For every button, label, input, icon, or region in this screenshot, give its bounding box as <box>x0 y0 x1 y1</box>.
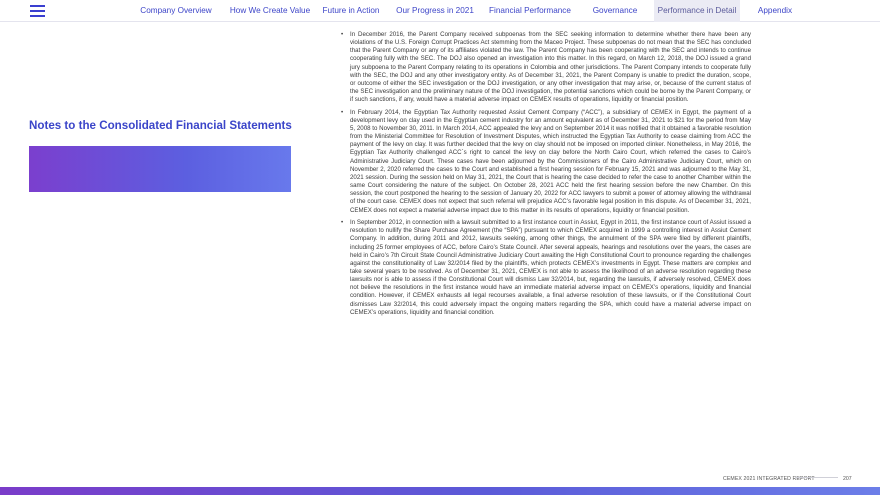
footer-divider <box>795 477 838 478</box>
hamburger-menu-icon[interactable] <box>30 5 45 17</box>
bullet-icon: • <box>341 219 344 227</box>
section-title: Notes to the Consolidated Financial Statements <box>29 119 292 132</box>
bullet-icon: • <box>341 108 344 116</box>
nav-our-progress-2021[interactable]: Our Progress in 2021 <box>396 6 474 15</box>
nav-performance-in-detail[interactable]: Performance in Detail <box>654 0 740 22</box>
nav-governance[interactable]: Governance <box>592 6 638 15</box>
page-number: 207 <box>843 476 852 482</box>
top-navigation-bar <box>0 0 880 22</box>
notes-body <box>340 31 751 321</box>
section-nav <box>128 0 810 22</box>
paragraph-text: In December 2016, the Parent Company received subpoenas from the SEC seeking information to determine whether there have been any violations of the U.S. Foreign Corrupt Practices Act stemming from the Maceo Project. These subpoenas do not mean that the SEC has concluded that the Parent Company or any of its affiliates violated the law. The Parent Company has been cooperating with the SEC and intends to continue cooperating fully with the SEC. The DOJ also opened an investigation into this matter. In this regard, on March 12, 2018, the DOJ issued a grand jury subpoena to the Parent Company relating to its operations in Colombia and other jurisdictions. The Parent Company intends to cooperate fully with the SEC, the DOJ and any other investigatory entity. As of December 31, 2021, the Parent Company is unable to predict the duration, scope, or outcome of either the SEC investigation or the DOJ investigation, or any other investigation that may arise, or, because of the current status of the SEC investigation and the preliminary nature of the DOJ investigation, the potential sanctions which could be borne by the Parent Company, or if such sanctions, if any, would have a material adverse impact on CEMEX results of operations, liquidity or financial position. <box>350 31 751 104</box>
bullet-icon: • <box>341 31 344 38</box>
note-paragraph <box>340 109 751 215</box>
section-banner <box>29 146 291 192</box>
bottom-gradient-band <box>0 487 880 495</box>
paragraph-text: In February 2014, the Egyptian Tax Authority requested Assiut Cement Company (“ACC”), a subsidiary of CEMEX in Egypt, the payment of a development levy on clay used in the Egyptian cement industry for an amount equivalent as of December 31, 2021 to $21 for the period from May 5, 2008 to November 30, 2011. In March 2014, ACC appealed the levy and on September 2014 it was notified that it obtained a favorable resolution from the Ministerial Committee for Resolution of Investment Disputes, which instructed the Egyptian Tax Authority to cease claiming from ACC the payment of the levy on clay. It was further decided that the levy on clay should not be imposed on imported clinker. Nonetheless, in May 2016, the Egyptian Tax Authority challenged ACC´s right to cancel the levy on clay before the North Cairo Court, which referred the cases to Cairo’s Administrative Judiciary Court. These cases have been adjourned by the Commissioners of the Cairo Administrative Judiciary Court, which on November 2, 2020 referred the cases to the Court and established a first hearing session for February 15, 2021 and was adjourned to the May 31, 2021 session. During the session held on May 31, 2021, the Court that is hearing the case decided to refer the case to another Chamber within the same Court considering the nature of the subject. On October 28, 2021 ACC held the first hearing session before the new Chamber. On this session, the court postponed the hearing to the session of January 20, 2022 for ACC lawyers to submit a power of attorney allowing the withdrawal of the court case. CEMEX does not expect that such referral will prejudice ACC’s favorable legal position in this dispute. As of December 31, 2021, CEMEX does not expect a material adverse impact due to this matter in its results of operations, liquidity or financial position. <box>350 108 751 214</box>
note-paragraph <box>340 31 751 104</box>
note-paragraph <box>340 219 751 317</box>
paragraph-text: In September 2012, in connection with a lawsuit submitted to a first instance court in Assiut, Egypt in 2011, the first instance court of Assiut issued a resolution to nullify the Share Purchase Agreement (the “SPA”) pursuant to which CEMEX acquired in 1999 a controlling interest in Assiut Cement Company. In addition, during 2011 and 2012, lawsuits seeking, among other things, the annulment of the SPA were filed by different plaintiffs, including 25 former employees of ACC, before Cairo’s State Council. After several appeals, hearings and resolutions over the years, the cases are held in Cairo’s 7th Circuit State Council Administrative Judiciary Court awaiting the High Constitutional Court to pronounce regarding the challenges against the constitutionality of Law 32/2014 filed by the plaintiffs, which protects CEMEX’s investments in Egypt. These matters are complex and take several years to be resolved. As of December 31, 2021, CEMEX is not able to assess the likelihood of an adverse resolution regarding these lawsuits nor is able to assess if the Constitutional Court will dismiss Law 32/2014, but, regarding the lawsuits, if adversely resolved, CEMEX does not believe the resolutions in the first instance would have an immediate material adverse impact on CEMEX’s operations, liquidity and financial condition. However, if CEMEX exhausts all legal recourses available, a final adverse resolution of these lawsuits, or if the Constitutional Court dismisses Law 32/2014, this could adversely impact the ongoing matters regarding the SPA, which could have a material adverse impact on CEMEX’s operations, liquidity and financial condition. <box>350 219 751 316</box>
nav-company-overview[interactable]: Company Overview <box>140 6 212 15</box>
nav-appendix[interactable]: Appendix <box>757 6 793 15</box>
report-name: CEMEX 2021 INTEGRATED REPORT <box>723 476 815 482</box>
nav-future-in-action[interactable]: Future in Action <box>322 6 380 15</box>
nav-financial-performance[interactable]: Financial Performance <box>489 6 571 15</box>
nav-how-we-create-value[interactable]: How We Create Value <box>229 6 311 15</box>
